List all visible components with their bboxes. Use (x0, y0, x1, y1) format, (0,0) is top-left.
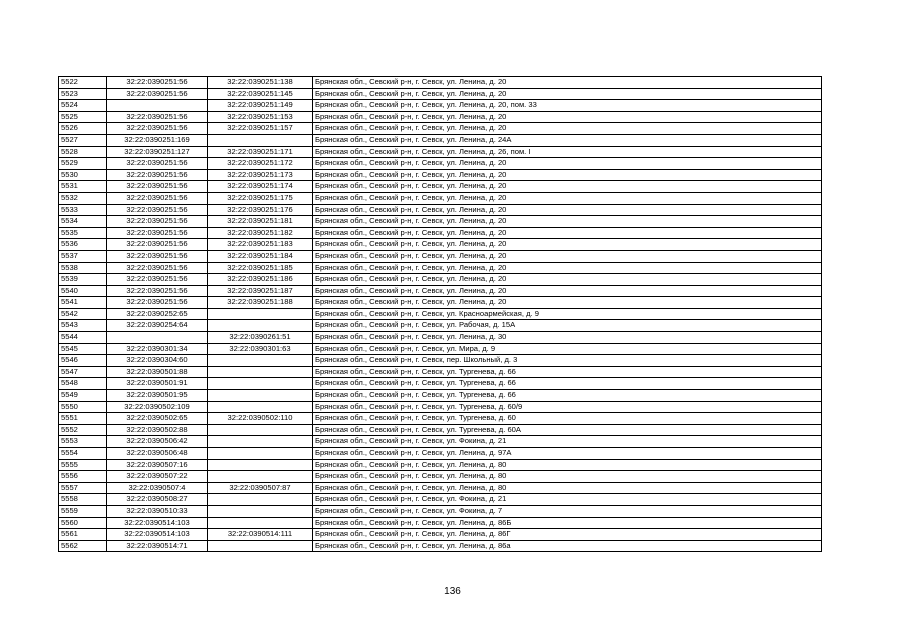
row-number-cell: 5525 (59, 111, 107, 123)
address-cell: Брянская обл., Севский р-н, г. Севск, ул. Ленина, д. 20 (313, 169, 822, 181)
land-cadastral-number-cell: 32:22:0390251:56 (107, 262, 208, 274)
address-cell: Брянская обл., Севский р-н, г. Севск, ул. Ленина, д. 20 (313, 250, 822, 262)
land-cadastral-number-cell: 32:22:0390251:56 (107, 111, 208, 123)
table-row (59, 297, 822, 309)
row-number-cell: 5543 (59, 320, 107, 332)
address-cell: Брянская обл., Севский р-н, г. Севск, ул. Ленина, д. 20 (313, 239, 822, 251)
object-cadastral-number-cell (208, 134, 313, 146)
table-row (59, 181, 822, 193)
table-row (59, 401, 822, 413)
address-cell: Брянская обл., Севский р-н, г. Севск, ул. Тургенева, д. 60А (313, 424, 822, 436)
row-number-cell: 5530 (59, 169, 107, 181)
object-cadastral-number-cell: 32:22:0390251:182 (208, 227, 313, 239)
address-cell: Брянская обл., Севский р-н, г. Севск, ул. Ленина, д. 86а (313, 540, 822, 552)
land-cadastral-number-cell: 32:22:0390301:34 (107, 343, 208, 355)
land-cadastral-number-cell: 32:22:0390251:56 (107, 216, 208, 228)
address-cell: Брянская обл., Севский р-н, г. Севск, ул. Мира, д. 9 (313, 343, 822, 355)
land-cadastral-number-cell: 32:22:0390252:65 (107, 308, 208, 320)
table-row (59, 88, 822, 100)
address-cell: Брянская обл., Севский р-н, г. Севск, ул. Красноармейская, д. 9 (313, 308, 822, 320)
address-cell: Брянская обл., Севский р-н, г. Севск, ул. Ленина, д. 20 (313, 227, 822, 239)
object-cadastral-number-cell: 32:22:0390507:87 (208, 482, 313, 494)
land-cadastral-number-cell: 32:22:0390508:27 (107, 494, 208, 506)
object-cadastral-number-cell: 32:22:0390251:185 (208, 262, 313, 274)
row-number-cell: 5534 (59, 216, 107, 228)
row-number-cell: 5559 (59, 505, 107, 517)
row-number-cell: 5527 (59, 134, 107, 146)
land-cadastral-number-cell: 32:22:0390304:60 (107, 355, 208, 367)
land-cadastral-number-cell: 32:22:0390251:56 (107, 227, 208, 239)
row-number-cell: 5531 (59, 181, 107, 193)
object-cadastral-number-cell: 32:22:0390251:174 (208, 181, 313, 193)
land-cadastral-number-cell: 32:22:0390251:169 (107, 134, 208, 146)
address-cell: Брянская обл., Севский р-н, г. Севск, ул. Рабочая, д. 15А (313, 320, 822, 332)
land-cadastral-number-cell: 32:22:0390251:127 (107, 146, 208, 158)
address-cell: Брянская обл., Севский р-н, г. Севск, ул. Тургенева, д. 60/9 (313, 401, 822, 413)
address-cell: Брянская обл., Севский р-н, г. Севск, ул. Ленина, д. 20 (313, 181, 822, 193)
row-number-cell: 5529 (59, 158, 107, 170)
object-cadastral-number-cell: 32:22:0390502:110 (208, 413, 313, 425)
object-cadastral-number-cell (208, 494, 313, 506)
table-row (59, 424, 822, 436)
land-cadastral-number-cell: 32:22:0390251:56 (107, 239, 208, 251)
row-number-cell: 5533 (59, 204, 107, 216)
land-cadastral-number-cell: 32:22:0390254:64 (107, 320, 208, 332)
registry-table (58, 76, 822, 552)
table-row (59, 308, 822, 320)
address-cell: Брянская обл., Севский р-н, г. Севск, ул. Фокина, д. 21 (313, 494, 822, 506)
land-cadastral-number-cell: 32:22:0390251:56 (107, 169, 208, 181)
row-number-cell: 5560 (59, 517, 107, 529)
row-number-cell: 5532 (59, 192, 107, 204)
table-row (59, 436, 822, 448)
table-row (59, 250, 822, 262)
table-row (59, 134, 822, 146)
object-cadastral-number-cell: 32:22:0390251:186 (208, 274, 313, 286)
land-cadastral-number-cell: 32:22:0390506:48 (107, 448, 208, 460)
table-row (59, 390, 822, 402)
registry-table-body (59, 77, 822, 552)
row-number-cell: 5528 (59, 146, 107, 158)
object-cadastral-number-cell: 32:22:0390251:171 (208, 146, 313, 158)
row-number-cell: 5535 (59, 227, 107, 239)
address-cell: Брянская обл., Севский р-н, г. Севск, ул. Ленина, д. 24А (313, 134, 822, 146)
land-cadastral-number-cell: 32:22:0390251:56 (107, 123, 208, 135)
object-cadastral-number-cell: 32:22:0390251:173 (208, 169, 313, 181)
address-cell: Брянская обл., Севский р-н, г. Севск, ул. Фокина, д. 21 (313, 436, 822, 448)
table-row (59, 169, 822, 181)
object-cadastral-number-cell (208, 401, 313, 413)
address-cell: Брянская обл., Севский р-н, г. Севск, ул. Ленина, д. 20 (313, 274, 822, 286)
row-number-cell: 5550 (59, 401, 107, 413)
land-cadastral-number-cell: 32:22:0390502:65 (107, 413, 208, 425)
table-row (59, 158, 822, 170)
row-number-cell: 5551 (59, 413, 107, 425)
row-number-cell: 5553 (59, 436, 107, 448)
table-row (59, 77, 822, 89)
object-cadastral-number-cell: 32:22:0390251:175 (208, 192, 313, 204)
table-row (59, 471, 822, 483)
land-cadastral-number-cell: 32:22:0390251:56 (107, 181, 208, 193)
address-cell: Брянская обл., Севский р-н, г. Севск, ул. Ленина, д. 20 (313, 111, 822, 123)
address-cell: Брянская обл., Севский р-н, г. Севск, ул. Тургенева, д. 60 (313, 413, 822, 425)
object-cadastral-number-cell (208, 355, 313, 367)
object-cadastral-number-cell (208, 448, 313, 460)
table-row (59, 204, 822, 216)
object-cadastral-number-cell: 32:22:0390261:51 (208, 332, 313, 344)
object-cadastral-number-cell: 32:22:0390251:181 (208, 216, 313, 228)
table-row (59, 123, 822, 135)
table-row (59, 332, 822, 344)
address-cell: Брянская обл., Севский р-н, г. Севск, ул. Ленина, д. 20 (313, 285, 822, 297)
object-cadastral-number-cell (208, 424, 313, 436)
land-cadastral-number-cell: 32:22:0390251:56 (107, 77, 208, 89)
land-cadastral-number-cell: 32:22:0390507:4 (107, 482, 208, 494)
table-row (59, 262, 822, 274)
object-cadastral-number-cell: 32:22:0390251:187 (208, 285, 313, 297)
table-row (59, 239, 822, 251)
address-cell: Брянская обл., Севский р-н, г. Севск, ул. Ленина, д. 80 (313, 459, 822, 471)
address-cell: Брянская обл., Севский р-н, г. Севск, ул. Ленина, д. 80 (313, 471, 822, 483)
object-cadastral-number-cell (208, 436, 313, 448)
object-cadastral-number-cell: 32:22:0390251:157 (208, 123, 313, 135)
object-cadastral-number-cell: 32:22:0390251:183 (208, 239, 313, 251)
object-cadastral-number-cell: 32:22:0390251:138 (208, 77, 313, 89)
address-cell: Брянская обл., Севский р-н, г. Севск, ул. Ленина, д. 20 (313, 88, 822, 100)
row-number-cell: 5540 (59, 285, 107, 297)
address-cell: Брянская обл., Севский р-н, г. Севск, ул. Ленина, д. 20 (313, 297, 822, 309)
land-cadastral-number-cell: 32:22:0390514:71 (107, 540, 208, 552)
page-number: 136 (444, 586, 461, 597)
table-row (59, 192, 822, 204)
object-cadastral-number-cell (208, 459, 313, 471)
table-row (59, 517, 822, 529)
row-number-cell: 5522 (59, 77, 107, 89)
object-cadastral-number-cell (208, 517, 313, 529)
row-number-cell: 5549 (59, 390, 107, 402)
row-number-cell: 5557 (59, 482, 107, 494)
land-cadastral-number-cell: 32:22:0390251:56 (107, 158, 208, 170)
table-row (59, 529, 822, 541)
table-row (59, 378, 822, 390)
table-row (59, 100, 822, 112)
address-cell: Брянская обл., Севский р-н, г. Севск, ул. Ленина, д. 20 (313, 77, 822, 89)
land-cadastral-number-cell: 32:22:0390510:33 (107, 505, 208, 517)
table-row (59, 146, 822, 158)
land-cadastral-number-cell: 32:22:0390502:109 (107, 401, 208, 413)
row-number-cell: 5544 (59, 332, 107, 344)
address-cell: Брянская обл., Севский р-н, г. Севск, ул. Ленина, д. 20 (313, 216, 822, 228)
row-number-cell: 5562 (59, 540, 107, 552)
row-number-cell: 5545 (59, 343, 107, 355)
land-cadastral-number-cell: 32:22:0390501:91 (107, 378, 208, 390)
row-number-cell: 5523 (59, 88, 107, 100)
table-row (59, 285, 822, 297)
address-cell: Брянская обл., Севский р-н, г. Севск, ул. Ленина, д. 20 (313, 262, 822, 274)
object-cadastral-number-cell: 32:22:0390514:111 (208, 529, 313, 541)
row-number-cell: 5538 (59, 262, 107, 274)
land-cadastral-number-cell: 32:22:0390514:103 (107, 529, 208, 541)
row-number-cell: 5548 (59, 378, 107, 390)
land-cadastral-number-cell: 32:22:0390514:103 (107, 517, 208, 529)
object-cadastral-number-cell (208, 320, 313, 332)
object-cadastral-number-cell (208, 540, 313, 552)
land-cadastral-number-cell: 32:22:0390251:56 (107, 285, 208, 297)
address-cell: Брянская обл., Севский р-н, г. Севск, ул. Тургенева, д. 66 (313, 390, 822, 402)
row-number-cell: 5524 (59, 100, 107, 112)
address-cell: Брянская обл., Севский р-н, г. Севск, ул. Ленина, д. 20 (313, 123, 822, 135)
object-cadastral-number-cell (208, 390, 313, 402)
address-cell: Брянская обл., Севский р-н, г. Севск, ул. Тургенева, д. 66 (313, 378, 822, 390)
land-cadastral-number-cell: 32:22:0390507:22 (107, 471, 208, 483)
land-cadastral-number-cell: 32:22:0390251:56 (107, 88, 208, 100)
object-cadastral-number-cell: 32:22:0390301:63 (208, 343, 313, 355)
land-cadastral-number-cell (107, 100, 208, 112)
table-row (59, 459, 822, 471)
address-cell: Брянская обл., Севский р-н, г. Севск, ул. Ленина, д. 86Г (313, 529, 822, 541)
land-cadastral-number-cell: 32:22:0390502:88 (107, 424, 208, 436)
row-number-cell: 5554 (59, 448, 107, 460)
land-cadastral-number-cell: 32:22:0390507:16 (107, 459, 208, 471)
land-cadastral-number-cell: 32:22:0390251:56 (107, 192, 208, 204)
table-row (59, 482, 822, 494)
table-row (59, 366, 822, 378)
land-cadastral-number-cell: 32:22:0390251:56 (107, 204, 208, 216)
land-cadastral-number-cell: 32:22:0390251:56 (107, 250, 208, 262)
object-cadastral-number-cell (208, 471, 313, 483)
land-cadastral-number-cell: 32:22:0390251:56 (107, 297, 208, 309)
table-row (59, 320, 822, 332)
land-cadastral-number-cell: 32:22:0390251:56 (107, 274, 208, 286)
table-row (59, 448, 822, 460)
address-cell: Брянская обл., Севский р-н, г. Севск, ул. Ленина, д. 30 (313, 332, 822, 344)
address-cell: Брянская обл., Севский р-н, г. Севск, ул. Фокина, д. 7 (313, 505, 822, 517)
object-cadastral-number-cell (208, 505, 313, 517)
row-number-cell: 5537 (59, 250, 107, 262)
object-cadastral-number-cell: 32:22:0390251:176 (208, 204, 313, 216)
address-cell: Брянская обл., Севский р-н, г. Севск, ул. Ленина, д. 20 (313, 204, 822, 216)
row-number-cell: 5539 (59, 274, 107, 286)
row-number-cell: 5541 (59, 297, 107, 309)
land-cadastral-number-cell: 32:22:0390501:88 (107, 366, 208, 378)
table-row (59, 413, 822, 425)
row-number-cell: 5552 (59, 424, 107, 436)
object-cadastral-number-cell (208, 378, 313, 390)
land-cadastral-number-cell: 32:22:0390506:42 (107, 436, 208, 448)
row-number-cell: 5556 (59, 471, 107, 483)
table-row (59, 494, 822, 506)
row-number-cell: 5546 (59, 355, 107, 367)
land-cadastral-number-cell (107, 332, 208, 344)
object-cadastral-number-cell: 32:22:0390251:184 (208, 250, 313, 262)
address-cell: Брянская обл., Севский р-н, г. Севск, ул. Ленина, д. 20 (313, 158, 822, 170)
row-number-cell: 5547 (59, 366, 107, 378)
table-row (59, 111, 822, 123)
row-number-cell: 5542 (59, 308, 107, 320)
table-row (59, 540, 822, 552)
table-row (59, 505, 822, 517)
address-cell: Брянская обл., Севский р-н, г. Севск, ул. Ленина, д. 20 (313, 192, 822, 204)
table-row (59, 343, 822, 355)
table-row (59, 227, 822, 239)
object-cadastral-number-cell (208, 308, 313, 320)
table-row (59, 274, 822, 286)
address-cell: Брянская обл., Севский р-н, г. Севск, ул. Ленина, д. 80 (313, 482, 822, 494)
address-cell: Брянская обл., Севский р-н, г. Севск, ул. Ленина, д. 97А (313, 448, 822, 460)
row-number-cell: 5536 (59, 239, 107, 251)
object-cadastral-number-cell: 32:22:0390251:172 (208, 158, 313, 170)
row-number-cell: 5558 (59, 494, 107, 506)
object-cadastral-number-cell: 32:22:0390251:153 (208, 111, 313, 123)
address-cell: Брянская обл., Севский р-н, г. Севск, ул. Тургенева, д. 66 (313, 366, 822, 378)
address-cell: Брянская обл., Севский р-н, г. Севск, ул. Ленина, д. 20, пом. 33 (313, 100, 822, 112)
row-number-cell: 5526 (59, 123, 107, 135)
row-number-cell: 5561 (59, 529, 107, 541)
object-cadastral-number-cell: 32:22:0390251:149 (208, 100, 313, 112)
row-number-cell: 5555 (59, 459, 107, 471)
address-cell: Брянская обл., Севский р-н, г. Севск, ул. Ленина, д. 26, пом. I (313, 146, 822, 158)
object-cadastral-number-cell: 32:22:0390251:145 (208, 88, 313, 100)
table-row (59, 355, 822, 367)
object-cadastral-number-cell: 32:22:0390251:188 (208, 297, 313, 309)
object-cadastral-number-cell (208, 366, 313, 378)
table-row (59, 216, 822, 228)
address-cell: Брянская обл., Севский р-н, г. Севск, пер. Школьный, д. 3 (313, 355, 822, 367)
land-cadastral-number-cell: 32:22:0390501:95 (107, 390, 208, 402)
address-cell: Брянская обл., Севский р-н, г. Севск, ул. Ленина, д. 86Б (313, 517, 822, 529)
